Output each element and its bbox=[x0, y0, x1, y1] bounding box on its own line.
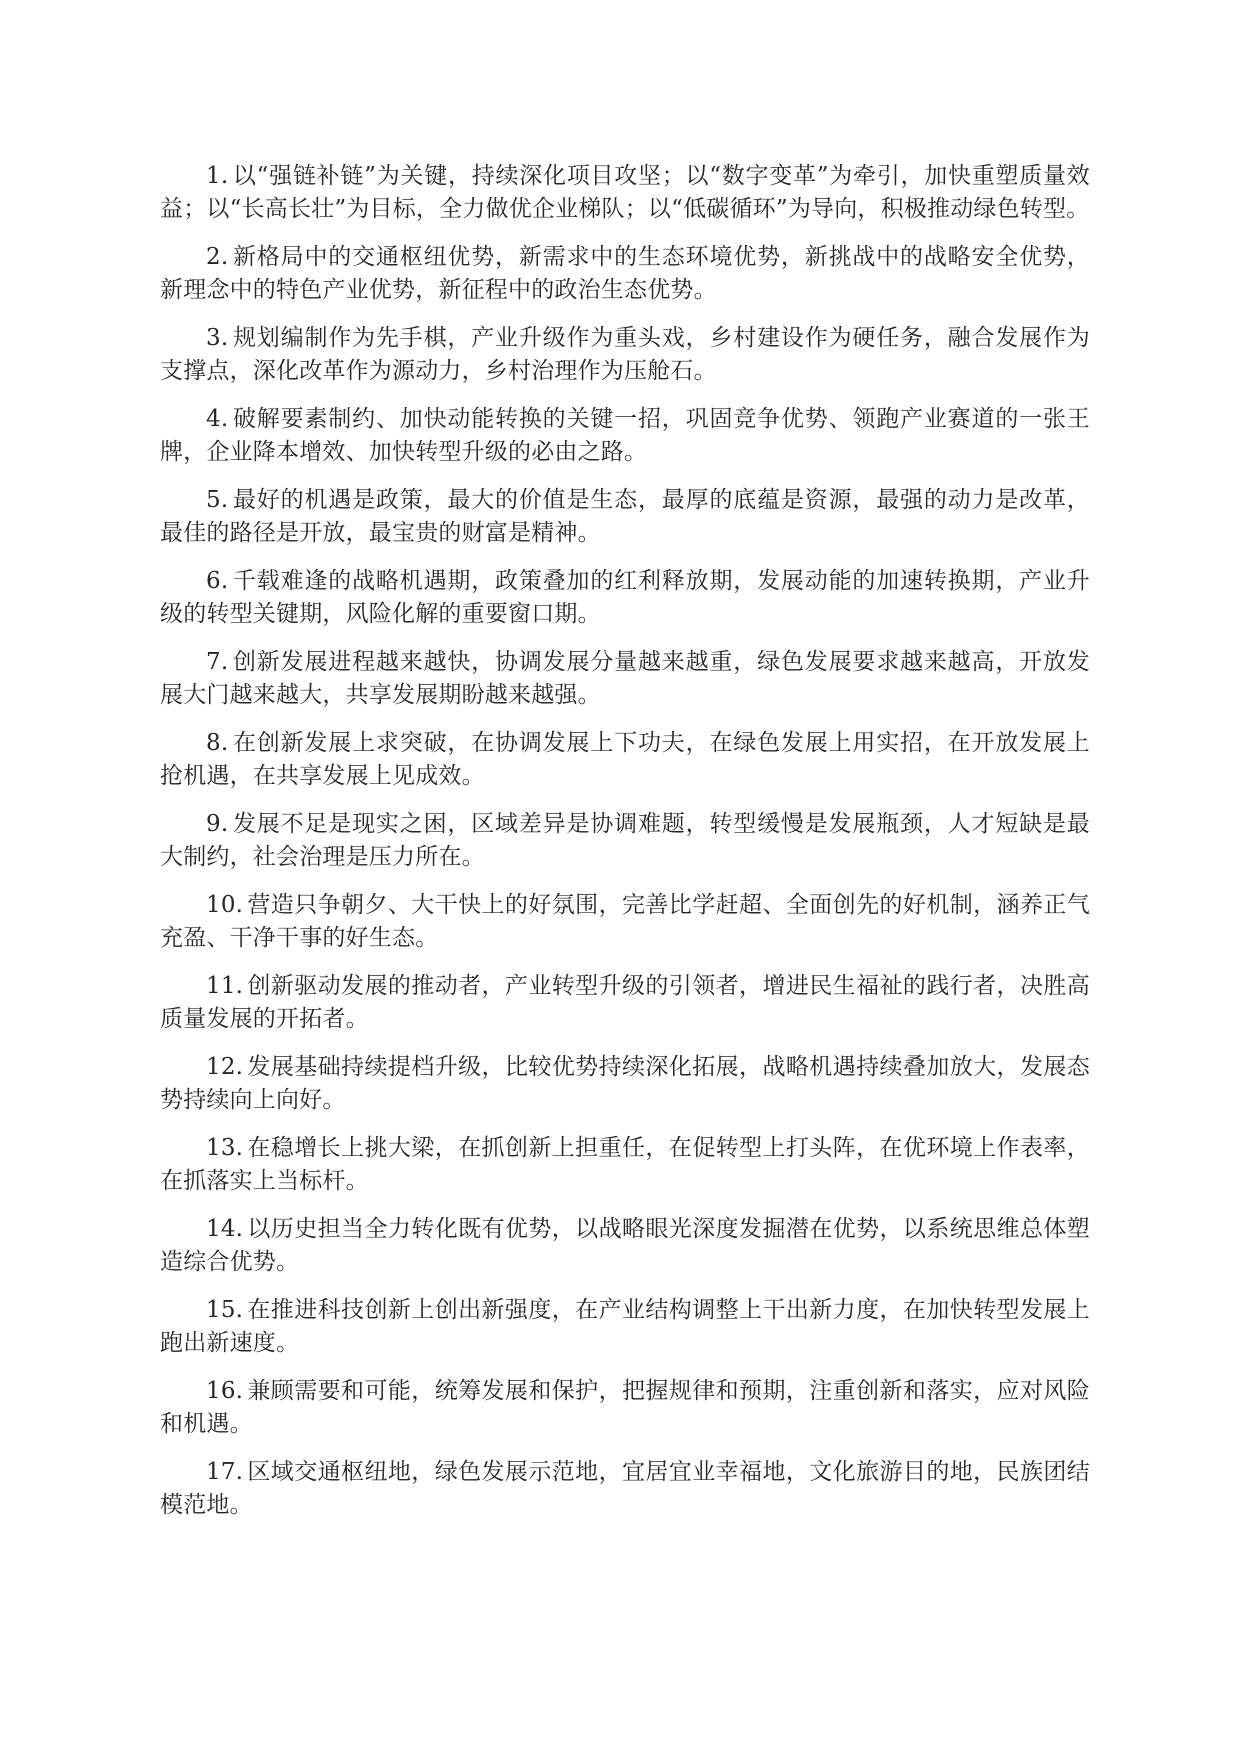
document-body bbox=[160, 160, 1090, 1537]
paragraph-13 bbox=[160, 1132, 1090, 1198]
paragraph-number: 8. bbox=[206, 730, 229, 756]
paragraph-text: 区域交通枢纽地，绿色发展示范地，宜居宜业幸福地，文化旅游目的地，民族团结模范地。 bbox=[160, 1459, 1090, 1518]
paragraph-text: 在推进科技创新上创出新强度，在产业结构调整上干出新力度，在加快转型发展上跑出新速度。 bbox=[160, 1297, 1090, 1356]
paragraph-text: 发展不足是现实之困，区域差异是协调难题，转型缓慢是发展瓶颈，人才短缺是最大制约，社会治理是压力所在。 bbox=[160, 811, 1090, 870]
paragraph-text: 规划编制作为先手棋，产业升级作为重头戏，乡村建设作为硬任务，融合发展作为支撑点，深化改革作为源动力，乡村治理作为压舱石。 bbox=[160, 325, 1090, 384]
paragraph-number: 1. bbox=[206, 163, 229, 189]
paragraph-number: 17. bbox=[206, 1459, 244, 1485]
paragraph-text: 兼顾需要和可能，统筹发展和保护，把握规律和预期，注重创新和落实，应对风险和机遇。 bbox=[160, 1378, 1090, 1437]
paragraph-number: 4. bbox=[206, 406, 229, 432]
paragraph-5 bbox=[160, 484, 1090, 550]
paragraph-16 bbox=[160, 1375, 1090, 1441]
paragraph-2 bbox=[160, 241, 1090, 307]
paragraph-17 bbox=[160, 1456, 1090, 1522]
paragraph-text: 最好的机遇是政策，最大的价值是生态，最厚的底蕴是资源，最强的动力是改革，最佳的路径是开放，最宝贵的财富是精神。 bbox=[160, 487, 1090, 546]
paragraph-text: 发展基础持续提档升级，比较优势持续深化拓展，战略机遇持续叠加放大，发展态势持续向上向好。 bbox=[160, 1054, 1090, 1113]
paragraph-text: 以“强链补链”为关键，持续深化项目攻坚；以“数字变革”为牵引，加快重塑质量效益；以“长高长壮”为目标，全力做优企业梯队；以“低碳循环”为导向，积极推动绿色转型。 bbox=[160, 163, 1090, 222]
paragraph-4 bbox=[160, 403, 1090, 469]
paragraph-text: 在稳增长上挑大梁，在抓创新上担重任，在促转型上打头阵，在优环境上作表率，在抓落实上当标杆。 bbox=[160, 1135, 1090, 1194]
paragraph-6 bbox=[160, 565, 1090, 631]
paragraph-10 bbox=[160, 889, 1090, 955]
paragraph-text: 营造只争朝夕、大干快上的好氛围，完善比学赶超、全面创先的好机制，涵养正气充盈、干净干事的好生态。 bbox=[160, 892, 1090, 951]
paragraph-number: 2. bbox=[206, 244, 229, 270]
paragraph-number: 15. bbox=[206, 1297, 244, 1323]
paragraph-number: 7. bbox=[206, 649, 229, 675]
paragraph-text: 千载难逢的战略机遇期，政策叠加的红利释放期，发展动能的加速转换期，产业升级的转型关键期，风险化解的重要窗口期。 bbox=[160, 568, 1090, 627]
paragraph-number: 11. bbox=[206, 973, 244, 999]
paragraph-14 bbox=[160, 1213, 1090, 1279]
paragraph-number: 6. bbox=[206, 568, 229, 594]
paragraph-number: 13. bbox=[206, 1135, 244, 1161]
paragraph-number: 3. bbox=[206, 325, 229, 351]
paragraph-number: 5. bbox=[206, 487, 229, 513]
paragraph-number: 12. bbox=[206, 1054, 244, 1080]
paragraph-3 bbox=[160, 322, 1090, 388]
paragraph-number: 16. bbox=[206, 1378, 244, 1404]
paragraph-text: 在创新发展上求突破，在协调发展上下功夫，在绿色发展上用实招，在开放发展上抢机遇，在共享发展上见成效。 bbox=[160, 730, 1090, 789]
paragraph-text: 以历史担当全力转化既有优势，以战略眼光深度发掘潜在优势，以系统思维总体塑造综合优势。 bbox=[160, 1216, 1090, 1275]
paragraph-15 bbox=[160, 1294, 1090, 1360]
paragraph-number: 10. bbox=[206, 892, 244, 918]
paragraph-11 bbox=[160, 970, 1090, 1036]
paragraph-text: 破解要素制约、加快动能转换的关键一招，巩固竞争优势、领跑产业赛道的一张王牌，企业降本增效、加快转型升级的必由之路。 bbox=[160, 406, 1090, 465]
paragraph-text: 新格局中的交通枢纽优势，新需求中的生态环境优势，新挑战中的战略安全优势，新理念中的特色产业优势，新征程中的政治生态优势。 bbox=[160, 244, 1090, 303]
paragraph-number: 9. bbox=[206, 811, 229, 837]
paragraph-7 bbox=[160, 646, 1090, 712]
paragraph-1 bbox=[160, 160, 1090, 226]
paragraph-8 bbox=[160, 727, 1090, 793]
paragraph-12 bbox=[160, 1051, 1090, 1117]
paragraph-number: 14. bbox=[206, 1216, 244, 1242]
paragraph-9 bbox=[160, 808, 1090, 874]
paragraph-text: 创新发展进程越来越快，协调发展分量越来越重，绿色发展要求越来越高，开放发展大门越来越大，共享发展期盼越来越强。 bbox=[160, 649, 1090, 708]
paragraph-text: 创新驱动发展的推动者，产业转型升级的引领者，增进民生福祉的践行者，决胜高质量发展的开拓者。 bbox=[160, 973, 1090, 1032]
